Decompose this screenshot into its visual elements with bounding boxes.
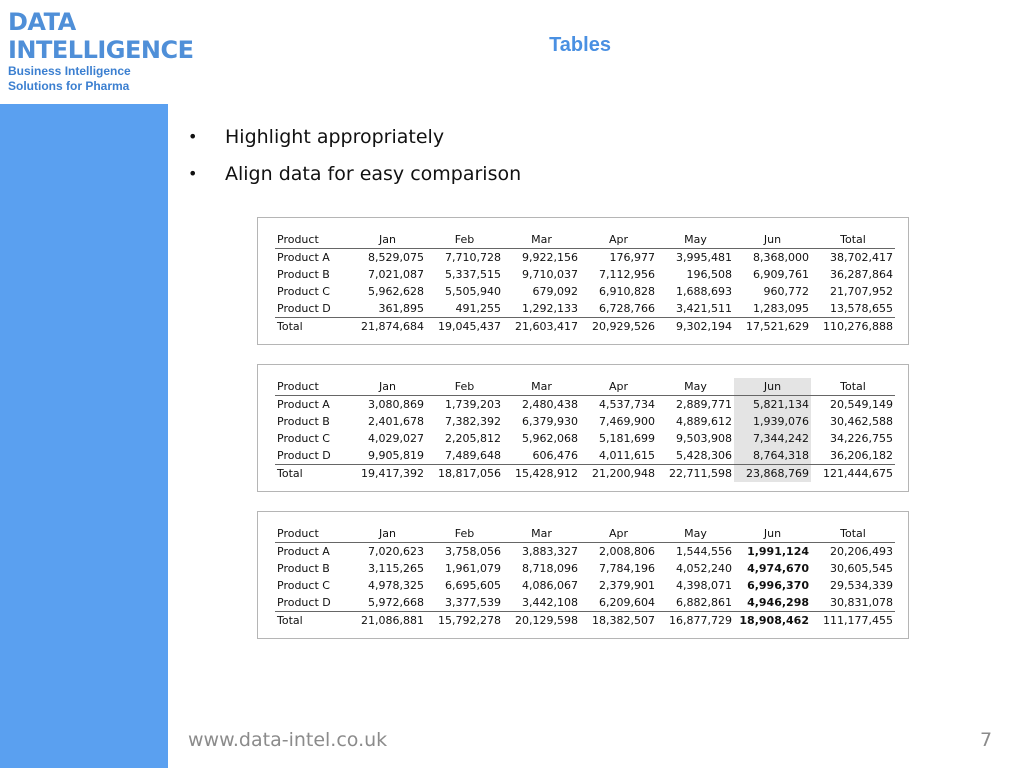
- table-total-row: [275, 612, 895, 630]
- table-cell: 21,086,881: [349, 612, 426, 630]
- table-cell: 29,534,339: [830, 579, 893, 592]
- table-cell: Product D: [277, 596, 331, 609]
- table-cell: 9,503,908: [676, 432, 732, 445]
- table-cell: 18,817,056: [426, 465, 503, 483]
- table-cell: 4,889,612: [676, 415, 732, 428]
- table-cell: 9,710,037: [522, 268, 578, 281]
- table-cell: Product B: [277, 268, 330, 281]
- table-cell: 110,276,888: [811, 318, 895, 336]
- column-header: Jan: [349, 525, 426, 543]
- table-cell: 4,086,067: [522, 579, 578, 592]
- table-cell: 1,961,079: [445, 562, 501, 575]
- table-total-row: [275, 318, 895, 336]
- bullet-icon: •: [188, 164, 198, 183]
- column-header: Apr: [580, 525, 657, 543]
- column-header: May: [657, 378, 734, 396]
- column-header: Jun: [734, 378, 811, 396]
- table-cell: 19,417,392: [349, 465, 426, 483]
- table-cell: Product C: [277, 579, 330, 592]
- table-cell: 8,718,096: [522, 562, 578, 575]
- table-cell: 4,974,670: [747, 562, 809, 575]
- table-cell: Product C: [277, 432, 330, 445]
- table-row: [275, 560, 895, 577]
- column-header: Feb: [426, 525, 503, 543]
- column-header: Jan: [349, 231, 426, 249]
- bullet-text: Align data for easy comparison: [225, 162, 522, 185]
- column-header: Jan: [349, 378, 426, 396]
- table-cell: 4,978,325: [368, 579, 424, 592]
- table-cell: Product D: [277, 449, 331, 462]
- data-table-bold: [275, 525, 895, 629]
- bullet-list: [188, 118, 521, 192]
- column-header: Feb: [426, 378, 503, 396]
- table-cell: 9,905,819: [368, 449, 424, 462]
- table-row: [275, 594, 895, 612]
- table-cell: 21,707,952: [830, 285, 893, 298]
- column-header: Apr: [580, 231, 657, 249]
- table-cell: 491,255: [455, 302, 501, 315]
- table-cell: Product A: [277, 545, 330, 558]
- table-cell: 2,889,771: [676, 398, 732, 411]
- column-header: Apr: [580, 378, 657, 396]
- table-cell: 4,011,615: [599, 449, 655, 462]
- page-number: 7: [980, 729, 993, 751]
- table-row: [275, 447, 895, 465]
- table-cell: 196,508: [686, 268, 732, 281]
- table-cell: 8,368,000: [753, 251, 809, 264]
- table-cell: 2,379,901: [599, 579, 655, 592]
- data-table-shaded: [275, 378, 895, 482]
- bullet-item: [188, 118, 521, 155]
- table-cell: 30,462,588: [830, 415, 893, 428]
- table-cell: 8,529,075: [368, 251, 424, 264]
- table-cell: 20,929,526: [580, 318, 657, 336]
- table-cell: 2,205,812: [445, 432, 501, 445]
- table-cell: 5,428,306: [676, 449, 732, 462]
- table-cell: 36,206,182: [830, 449, 893, 462]
- table-cell: 7,489,648: [445, 449, 501, 462]
- table-cell: 606,476: [532, 449, 578, 462]
- table-cell: 7,344,242: [734, 430, 811, 447]
- column-header: Mar: [503, 231, 580, 249]
- table-cell: 20,206,493: [830, 545, 893, 558]
- bullet-item: [188, 155, 521, 192]
- table-cell: 6,728,766: [599, 302, 655, 315]
- bullet-icon: •: [188, 127, 198, 146]
- table-cell: 1,991,124: [747, 545, 809, 558]
- table-cell: 3,883,327: [522, 545, 578, 558]
- table-cell: 3,758,056: [445, 545, 501, 558]
- table-cell: 4,029,027: [368, 432, 424, 445]
- column-header: Jun: [734, 525, 811, 543]
- table-cell: Total: [275, 465, 349, 483]
- table-cell: 9,922,156: [522, 251, 578, 264]
- table-row: [275, 300, 895, 318]
- logo-line-2: INTELLIGENCE: [8, 36, 194, 64]
- table-cell: 4,052,240: [676, 562, 732, 575]
- column-header: Jun: [734, 231, 811, 249]
- table-cell: 21,200,948: [580, 465, 657, 483]
- table-cell: 8,764,318: [734, 447, 811, 465]
- table-cell: 7,020,623: [368, 545, 424, 558]
- table-cell: 13,578,655: [830, 302, 893, 315]
- table-cell: 34,226,755: [830, 432, 893, 445]
- table-row: [275, 543, 895, 561]
- slide-title: Tables: [549, 34, 611, 56]
- table-cell: 18,382,507: [580, 612, 657, 630]
- table-cell: 3,080,869: [368, 398, 424, 411]
- table-cell: Product A: [277, 251, 330, 264]
- table-cell: Product C: [277, 285, 330, 298]
- table-row: [275, 430, 895, 447]
- table-header-row: [275, 378, 895, 396]
- table-cell: Total: [275, 612, 349, 630]
- table-cell: 3,377,539: [445, 596, 501, 609]
- column-header: Feb: [426, 231, 503, 249]
- table-cell: 3,421,511: [676, 302, 732, 315]
- table-cell: 5,972,668: [368, 596, 424, 609]
- table-row: [275, 577, 895, 594]
- table-cell: 7,021,087: [368, 268, 424, 281]
- column-header: Product: [275, 378, 349, 396]
- column-header: Mar: [503, 378, 580, 396]
- table-cell: 121,444,675: [811, 465, 895, 483]
- table-cell: 7,112,956: [599, 268, 655, 281]
- table-cell: 2,008,806: [599, 545, 655, 558]
- table-cell: 176,977: [609, 251, 655, 264]
- table-cell: 1,292,133: [522, 302, 578, 315]
- column-header: May: [657, 525, 734, 543]
- table-cell: 22,711,598: [657, 465, 734, 483]
- table-cell: 6,996,370: [747, 579, 809, 592]
- table-cell: 20,549,149: [830, 398, 893, 411]
- table-cell: 21,874,684: [349, 318, 426, 336]
- table-cell: 1,283,095: [753, 302, 809, 315]
- footer-url: www.data-intel.co.uk: [188, 729, 388, 751]
- table-cell: 20,129,598: [503, 612, 580, 630]
- table-cell: 5,821,134: [734, 396, 811, 414]
- table-cell: 7,784,196: [599, 562, 655, 575]
- data-table-plain: [275, 231, 895, 335]
- table-cell: 679,092: [532, 285, 578, 298]
- table-cell: 6,910,828: [599, 285, 655, 298]
- table-box-bold: [257, 511, 909, 639]
- logo: [8, 8, 194, 94]
- table-cell: 960,772: [763, 285, 809, 298]
- table-cell: 1,739,203: [445, 398, 501, 411]
- table-cell: 9,302,194: [657, 318, 734, 336]
- table-cell: Total: [275, 318, 349, 336]
- table-header-row: [275, 525, 895, 543]
- column-header: May: [657, 231, 734, 249]
- table-cell: 23,868,769: [734, 465, 811, 483]
- table-cell: 17,521,629: [734, 318, 811, 336]
- table-cell: 36,287,864: [830, 268, 893, 281]
- table-cell: 3,995,481: [676, 251, 732, 264]
- table-cell: 1,688,693: [676, 285, 732, 298]
- table-cell: 1,939,076: [734, 413, 811, 430]
- table-cell: 38,702,417: [830, 251, 893, 264]
- table-cell: 6,379,930: [522, 415, 578, 428]
- table-cell: 19,045,437: [426, 318, 503, 336]
- table-cell: Product A: [277, 398, 330, 411]
- table-cell: 111,177,455: [811, 612, 895, 630]
- table-cell: 4,537,734: [599, 398, 655, 411]
- table-cell: 4,398,071: [676, 579, 732, 592]
- table-row: [275, 283, 895, 300]
- table-cell: 3,115,265: [368, 562, 424, 575]
- table-row: [275, 396, 895, 414]
- table-header-row: [275, 231, 895, 249]
- table-cell: Product B: [277, 562, 330, 575]
- column-header: Total: [811, 525, 895, 543]
- table-cell: Product D: [277, 302, 331, 315]
- table-cell: 18,908,462: [734, 612, 811, 630]
- table-cell: 6,695,605: [445, 579, 501, 592]
- table-cell: 6,209,604: [599, 596, 655, 609]
- column-header: Mar: [503, 525, 580, 543]
- table-cell: 2,401,678: [368, 415, 424, 428]
- table-cell: 7,469,900: [599, 415, 655, 428]
- table-cell: 6,882,861: [676, 596, 732, 609]
- table-cell: 361,895: [378, 302, 424, 315]
- table-cell: 2,480,438: [522, 398, 578, 411]
- table-cell: 4,946,298: [747, 596, 809, 609]
- table-cell: 5,181,699: [599, 432, 655, 445]
- table-cell: 5,962,068: [522, 432, 578, 445]
- table-cell: 16,877,729: [657, 612, 734, 630]
- column-header: Product: [275, 231, 349, 249]
- sidebar-accent-bar: [0, 104, 168, 768]
- table-cell: 6,909,761: [753, 268, 809, 281]
- table-cell: 21,603,417: [503, 318, 580, 336]
- column-header: Product: [275, 525, 349, 543]
- table-box-shaded: [257, 364, 909, 492]
- table-cell: 3,442,108: [522, 596, 578, 609]
- table-cell: 30,605,545: [830, 562, 893, 575]
- table-cell: 7,382,392: [445, 415, 501, 428]
- table-cell: 15,428,912: [503, 465, 580, 483]
- table-cell: 5,962,628: [368, 285, 424, 298]
- bullet-text: Highlight appropriately: [225, 125, 445, 148]
- logo-tagline-2: Solutions for Pharma: [8, 79, 130, 93]
- table-row: [275, 249, 895, 267]
- column-header: Total: [811, 231, 895, 249]
- table-cell: 30,831,078: [830, 596, 893, 609]
- logo-line-1: DATA: [8, 8, 76, 36]
- table-cell: 7,710,728: [445, 251, 501, 264]
- table-cell: 5,505,940: [445, 285, 501, 298]
- table-cell: 15,792,278: [426, 612, 503, 630]
- logo-tagline-1: Business Intelligence: [8, 64, 131, 78]
- table-cell: 5,337,515: [445, 268, 501, 281]
- table-cell: Product B: [277, 415, 330, 428]
- table-box-plain: [257, 217, 909, 345]
- table-row: [275, 266, 895, 283]
- table-cell: 1,544,556: [676, 545, 732, 558]
- table-total-row: [275, 465, 895, 483]
- table-row: [275, 413, 895, 430]
- column-header: Total: [811, 378, 895, 396]
